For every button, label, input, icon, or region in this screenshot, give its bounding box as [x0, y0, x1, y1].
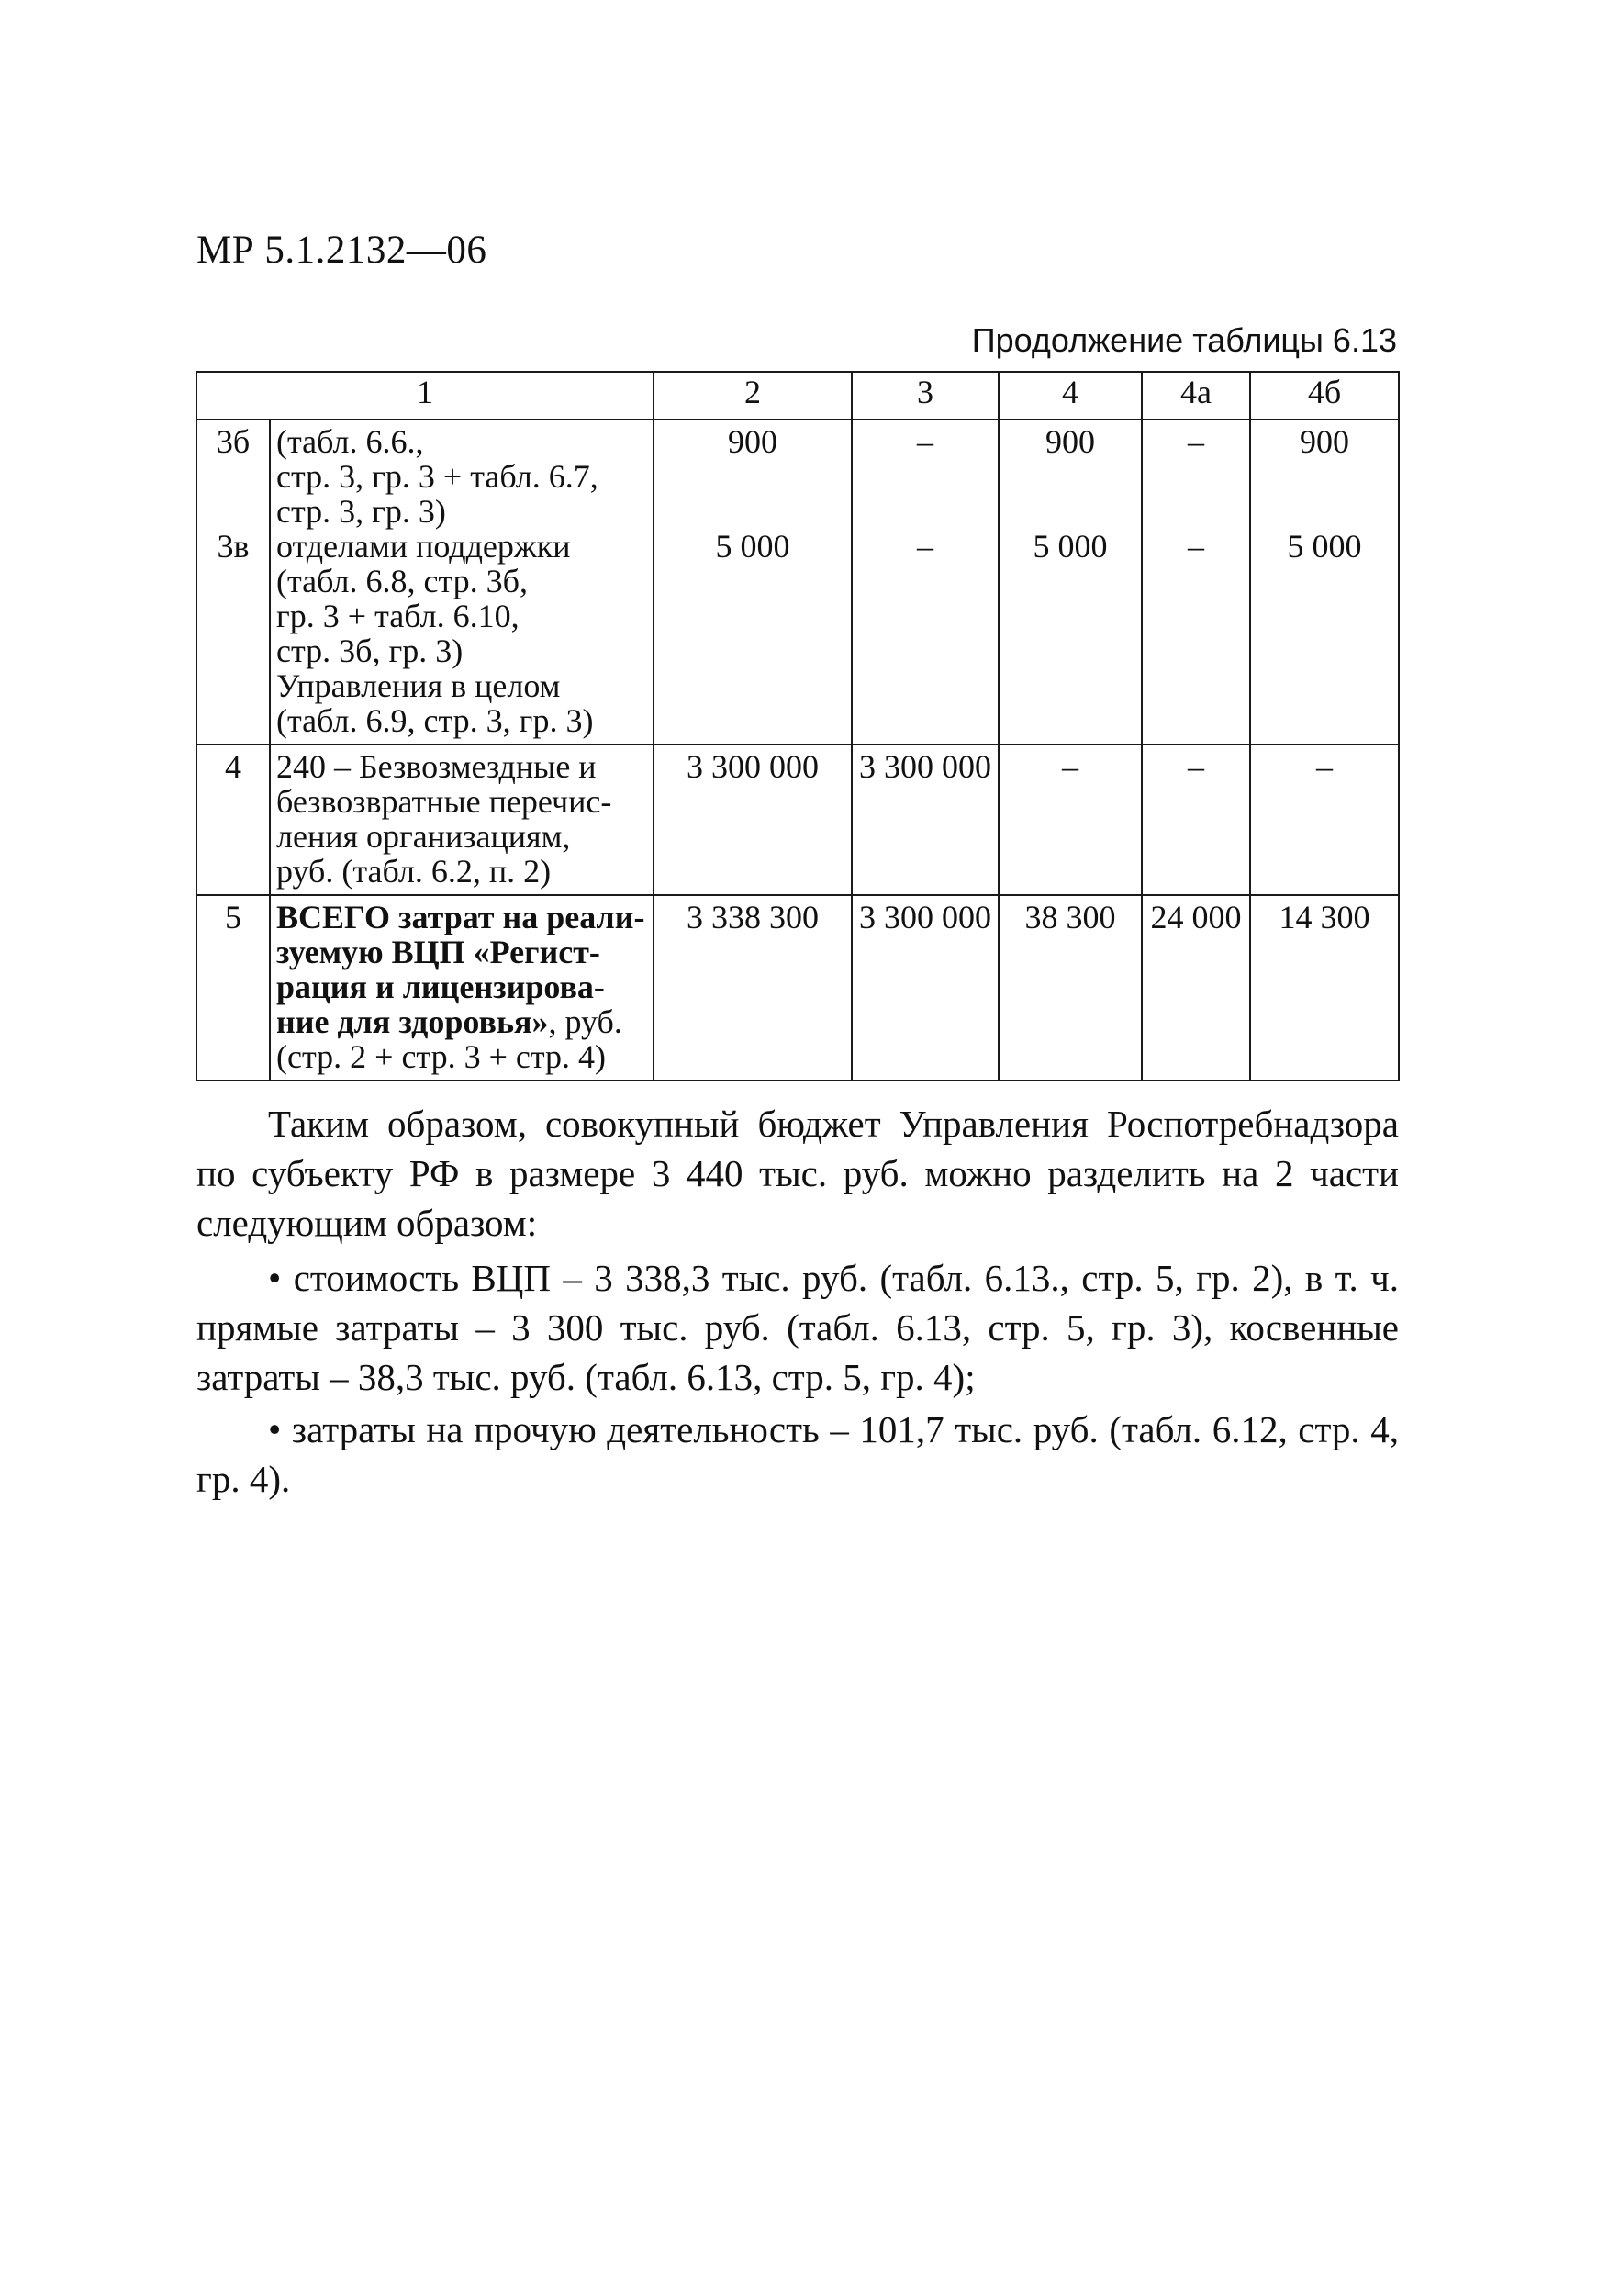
cell-value: 5 000 [1287, 528, 1362, 565]
row-number-3v: 3в [217, 528, 250, 565]
cell-value: 900 [1300, 423, 1349, 460]
header-col-1: 1 [196, 372, 654, 420]
row-description [270, 745, 654, 895]
header-row [196, 372, 1399, 420]
header-col-4a: 4а [1142, 372, 1250, 420]
header-col-4b: 4б [1250, 372, 1399, 420]
row-description [270, 895, 654, 1081]
cell-value: 900 [1045, 423, 1095, 460]
desc-line: стр. 3, гр. 3) [276, 493, 446, 530]
cell-col-4: – [999, 745, 1142, 895]
cell-value: 5 000 [1033, 528, 1108, 565]
desc-suffix: , руб. [548, 1003, 622, 1040]
cell-value: 900 [728, 423, 777, 460]
cell-value: – [1188, 528, 1204, 565]
desc-line: стр. 3, гр. 3 + табл. 6.7, [276, 458, 598, 495]
row-description [270, 420, 654, 745]
cell-col-2 [654, 420, 852, 745]
desc-line: гр. 3 + табл. 6.10, [276, 598, 520, 634]
row-number-5: 5 [196, 895, 270, 1081]
cell-col-2: 3 300 000 [654, 745, 852, 895]
bullet-item-vcp-cost: • стоимость ВЦП – 3 338,3 тыс. руб. (табл. 6.13., стр. 5, гр. 2), в т. ч. прямые затраты – 3 300 тыс. руб. (табл. 6.13, стр. 5, гр. 3), косвенные затраты – 38,3 тыс. руб. (табл. 6.13, стр. 5, гр. 4); [196, 1257, 1399, 1398]
desc-bold-fragment: ние для здоровья» [276, 1003, 549, 1040]
desc-line: ления организациям, [276, 818, 571, 855]
header-col-4: 4 [999, 372, 1142, 420]
cell-col-4 [999, 420, 1142, 745]
cell-col-4b: 14 300 [1250, 895, 1399, 1081]
cell-col-4: 38 300 [999, 895, 1142, 1081]
cell-col-3: 3 300 000 [852, 745, 999, 895]
cell-col-2: 3 338 300 [654, 895, 852, 1081]
desc-line: руб. (табл. 6.2, п. 2) [276, 853, 552, 890]
header-col-3: 3 [852, 372, 999, 420]
desc-line: (табл. 6.8, стр. 3б, [276, 563, 528, 599]
cell-value: – [917, 528, 933, 565]
table-caption: Продолжение таблицы 6.13 [971, 321, 1397, 359]
cell-value: 5 000 [715, 528, 790, 565]
cell-col-4b: – [1250, 745, 1399, 895]
row-number-4: 4 [196, 745, 270, 895]
header-col-2: 2 [654, 372, 852, 420]
desc-line: 240 – Безвозмездные и [276, 748, 597, 785]
desc-line: ВСЕГО затрат на реали- [276, 899, 645, 935]
desc-line: Управления в целом [276, 667, 561, 704]
cell-value: – [1188, 423, 1204, 460]
cell-col-3 [852, 420, 999, 745]
desc-line: стр. 3б, гр. 3) [276, 633, 464, 669]
desc-line: (табл. 6.9, стр. 3, гр. 3) [276, 702, 594, 739]
table-row-3b-3v [196, 420, 1399, 745]
cell-col-3: 3 300 000 [852, 895, 999, 1081]
desc-line: отделами поддержки [276, 528, 571, 565]
cell-value: – [917, 423, 933, 460]
cell-col-4b [1250, 420, 1399, 745]
bullet-item-other-costs: • затраты на прочую деятельность – 101,7 тыс. руб. (табл. 6.12, стр. 4, гр. 4). [196, 1408, 1399, 1500]
cell-col-4a: – [1142, 745, 1250, 895]
row-number-cell [196, 420, 270, 745]
cell-col-4a: 24 000 [1142, 895, 1250, 1081]
desc-line: (табл. 6.6., [276, 423, 424, 460]
cell-col-4a [1142, 420, 1250, 745]
table-row-4 [196, 745, 1399, 895]
table-row-5-total [196, 895, 1399, 1081]
budget-table [196, 371, 1400, 1081]
document-code: МР 5.1.2132—06 [196, 229, 487, 272]
summary-paragraph: Таким образом, совокупный бюджет Управления Роспотребнадзора по субъекту РФ в размере 3 440 тыс. руб. можно разделить на 2 части следующим образом: [196, 1103, 1399, 1244]
desc-line [276, 1004, 647, 1039]
desc-line: зуемую ВЦП «Регист- [276, 934, 600, 970]
row-number-3b: 3б [216, 423, 251, 460]
desc-line: (стр. 2 + стр. 3 + стр. 4) [276, 1038, 607, 1075]
desc-line: безвозвратные перечис- [276, 783, 612, 820]
desc-line: рация и лицензирова- [276, 969, 605, 1005]
